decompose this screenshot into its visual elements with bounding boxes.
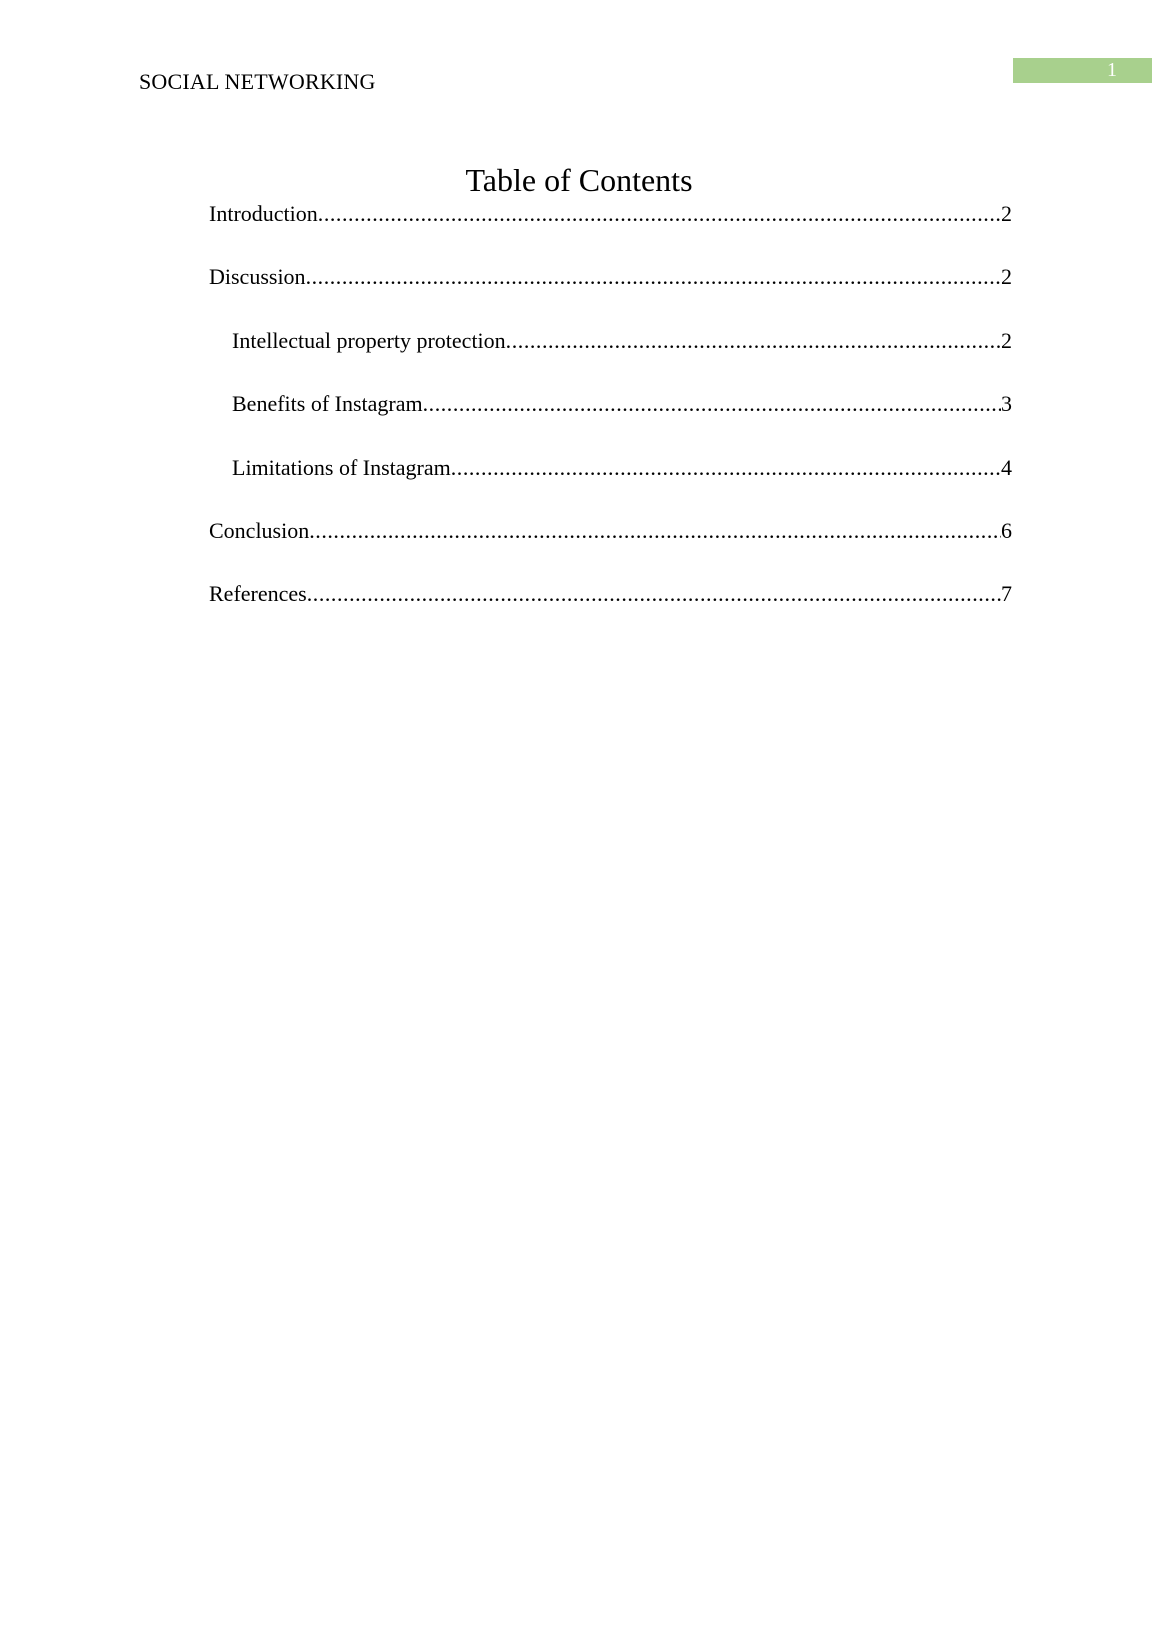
toc-entry-label: Discussion [209,264,306,290]
toc-entry-page: 7 [1001,581,1012,607]
toc-entry-label: Introduction [209,201,318,226]
toc-entry-label: Conclusion [209,517,310,543]
toc-entry-label: Intellectual property protection [232,327,506,353]
page-number-box [1013,58,1152,83]
dot-leader [318,199,1001,229]
toc-entry-page: 4 [1001,454,1012,480]
toc-entry-page: 2 [1001,327,1012,353]
toc-entry-benefits-of-instagram[interactable] [209,389,1012,452]
toc-title [0,160,1158,200]
toc-entry-label: Benefits of Instagram [232,391,423,417]
dot-leader [423,389,1001,419]
toc-entry-label: Limitations of Instagram [232,454,451,480]
toc-title-text: Table of Contents [465,162,693,198]
toc-entry-page: 2 [1001,201,1012,226]
running-head: SOCIAL NETWORKING [139,69,376,94]
dot-leader [451,453,1001,483]
toc-entry-page: 3 [1001,391,1012,417]
dot-leader [309,516,1001,546]
toc-entry-intellectual-property-protection[interactable] [209,326,1012,389]
toc-entry-introduction[interactable] [209,199,1012,262]
dot-leader [306,262,1001,292]
toc-entry-page: 2 [1001,264,1012,290]
toc-entry-label: References [209,581,307,607]
toc-entry-references[interactable] [209,579,1012,642]
table-of-contents [209,199,1012,643]
dot-leader [307,579,1001,609]
toc-entry-discussion[interactable] [209,262,1012,325]
toc-entry-page: 6 [1001,517,1012,543]
page-number: 1 [1107,59,1117,81]
toc-entry-conclusion[interactable] [209,516,1012,579]
toc-entry-limitations-of-instagram[interactable] [209,453,1012,516]
dot-leader [506,326,1001,356]
